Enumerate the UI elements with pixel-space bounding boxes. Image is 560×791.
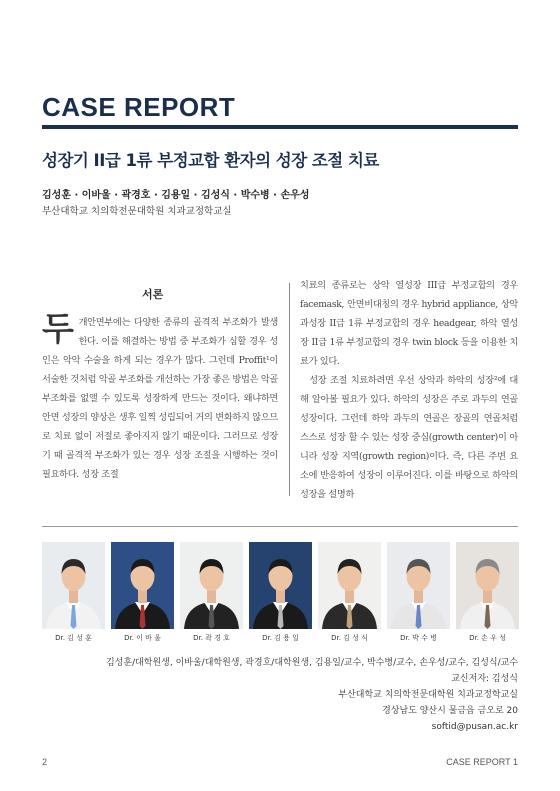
address-line-1: 부산대학교 치의학전문대학원 치과교정학교실 xyxy=(338,690,518,700)
portrait-caption: Dr. 손 우 성 xyxy=(469,634,506,642)
author-portrait xyxy=(249,542,312,629)
section-label: CASE REPORT xyxy=(42,92,236,122)
author-portrait xyxy=(318,542,381,629)
right-paragraph-1: 치료의 종류로는 상악 열성장 III급 부정교합의 경우 facemask, 안면비대칭의 경우 hybrid appliance, 상악 과성장 II급 1류 부정교합의 경우 headgear, 하악 열성장 II급 1류 부정교합의 경우 twin block 등을 이용한 치료가 있다. xyxy=(300,280,518,367)
portrait-caption: Dr. 김 성 훈 xyxy=(55,634,92,642)
portrait-caption: Dr. 김 용 일 xyxy=(262,634,299,642)
affiliation: 부산대학교 치의학전문대학원 치과교정학교실 xyxy=(42,206,232,217)
author-portrait xyxy=(456,542,519,629)
photo-rule xyxy=(42,526,518,527)
column-divider xyxy=(289,283,290,496)
portrait-caption: Dr. 이 바 울 xyxy=(124,634,161,642)
author-photos xyxy=(42,542,518,652)
author-list: 김성훈 · 이바울 · 곽경호 · 김용일 · 김성식 · 박수병 · 손우성 xyxy=(42,190,310,201)
article-title: 성장기 II급 1류 부정교합 환자의 성장 조절 치료 xyxy=(42,151,379,170)
author-portrait xyxy=(387,542,450,629)
portrait-caption: Dr. 박 수 병 xyxy=(400,634,437,642)
drop-cap: 두 xyxy=(42,309,74,348)
email[interactable]: softid@pusan.ac.kr xyxy=(431,722,518,732)
author-portrait xyxy=(180,542,243,629)
portrait-caption: Dr. 김 성 식 xyxy=(331,634,368,642)
section-heading: 서론 xyxy=(142,288,164,301)
intro-text: 개안면부에는 다양한 종류의 골격적 부조화가 발생한다. 이를 해결하는 방법 중 부조화가 심할 경우 성인은 악악 수술을 하게 되는 경우가 많다. 그런데 Proffit¹이 서술한 것처럼 악골 부조화를 개선하는 가장 좋은 방법은 악골 부조화를 없앨 수 있도록 성장하게 만드는 것이다. 왜냐하면 안면 성장의 양상은 생후 일찍 성립되어 거의 변화하지 않으므로 치료 없이 저절로 좋아지지 않기 때문이다. 그러므로 성장기 때 골격적 부조화가 있는 경우 성장 조절을 시행하는 것이 필요하다. 성장 조절 xyxy=(42,317,278,480)
corresponding-author: 교신저자: 김성식 xyxy=(451,674,518,684)
intro-paragraph xyxy=(42,309,278,484)
portrait-caption: Dr. 곽 경 호 xyxy=(193,634,230,642)
left-column xyxy=(42,309,278,484)
author-positions: 김성훈/대학원생, 이바울/대학원생, 곽경호/대학원생, 김용일/교수, 박수병/교수, 손우성/교수, 김성식/교수 xyxy=(105,658,518,668)
author-portrait xyxy=(42,542,105,629)
header-rule xyxy=(42,125,518,129)
author-portrait xyxy=(111,542,174,629)
right-column xyxy=(300,276,518,504)
right-paragraph-2: 성장 조절 치료하려면 우선 상악과 하악의 성장²에 대해 알아볼 필요가 있다. 하악의 성장은 주로 과두의 연골 성장이다. 그런데 하악 과두의 연골은 장골의 연골처럼 스스로 성장 할 수 있는 성장 중심(growth center)이 아니라 성장 지역(growth region)이다. 즉, 다른 주변 요소에 반응하여 성장이 이루어진다. 이를 바탕으로 하악의 성장을 설명하 xyxy=(300,375,518,500)
address-line-2: 경상남도 양산시 물금읍 금오로 20 xyxy=(382,706,518,716)
page-number: 2 xyxy=(42,757,48,767)
running-title: CASE REPORT 1 xyxy=(446,757,518,767)
